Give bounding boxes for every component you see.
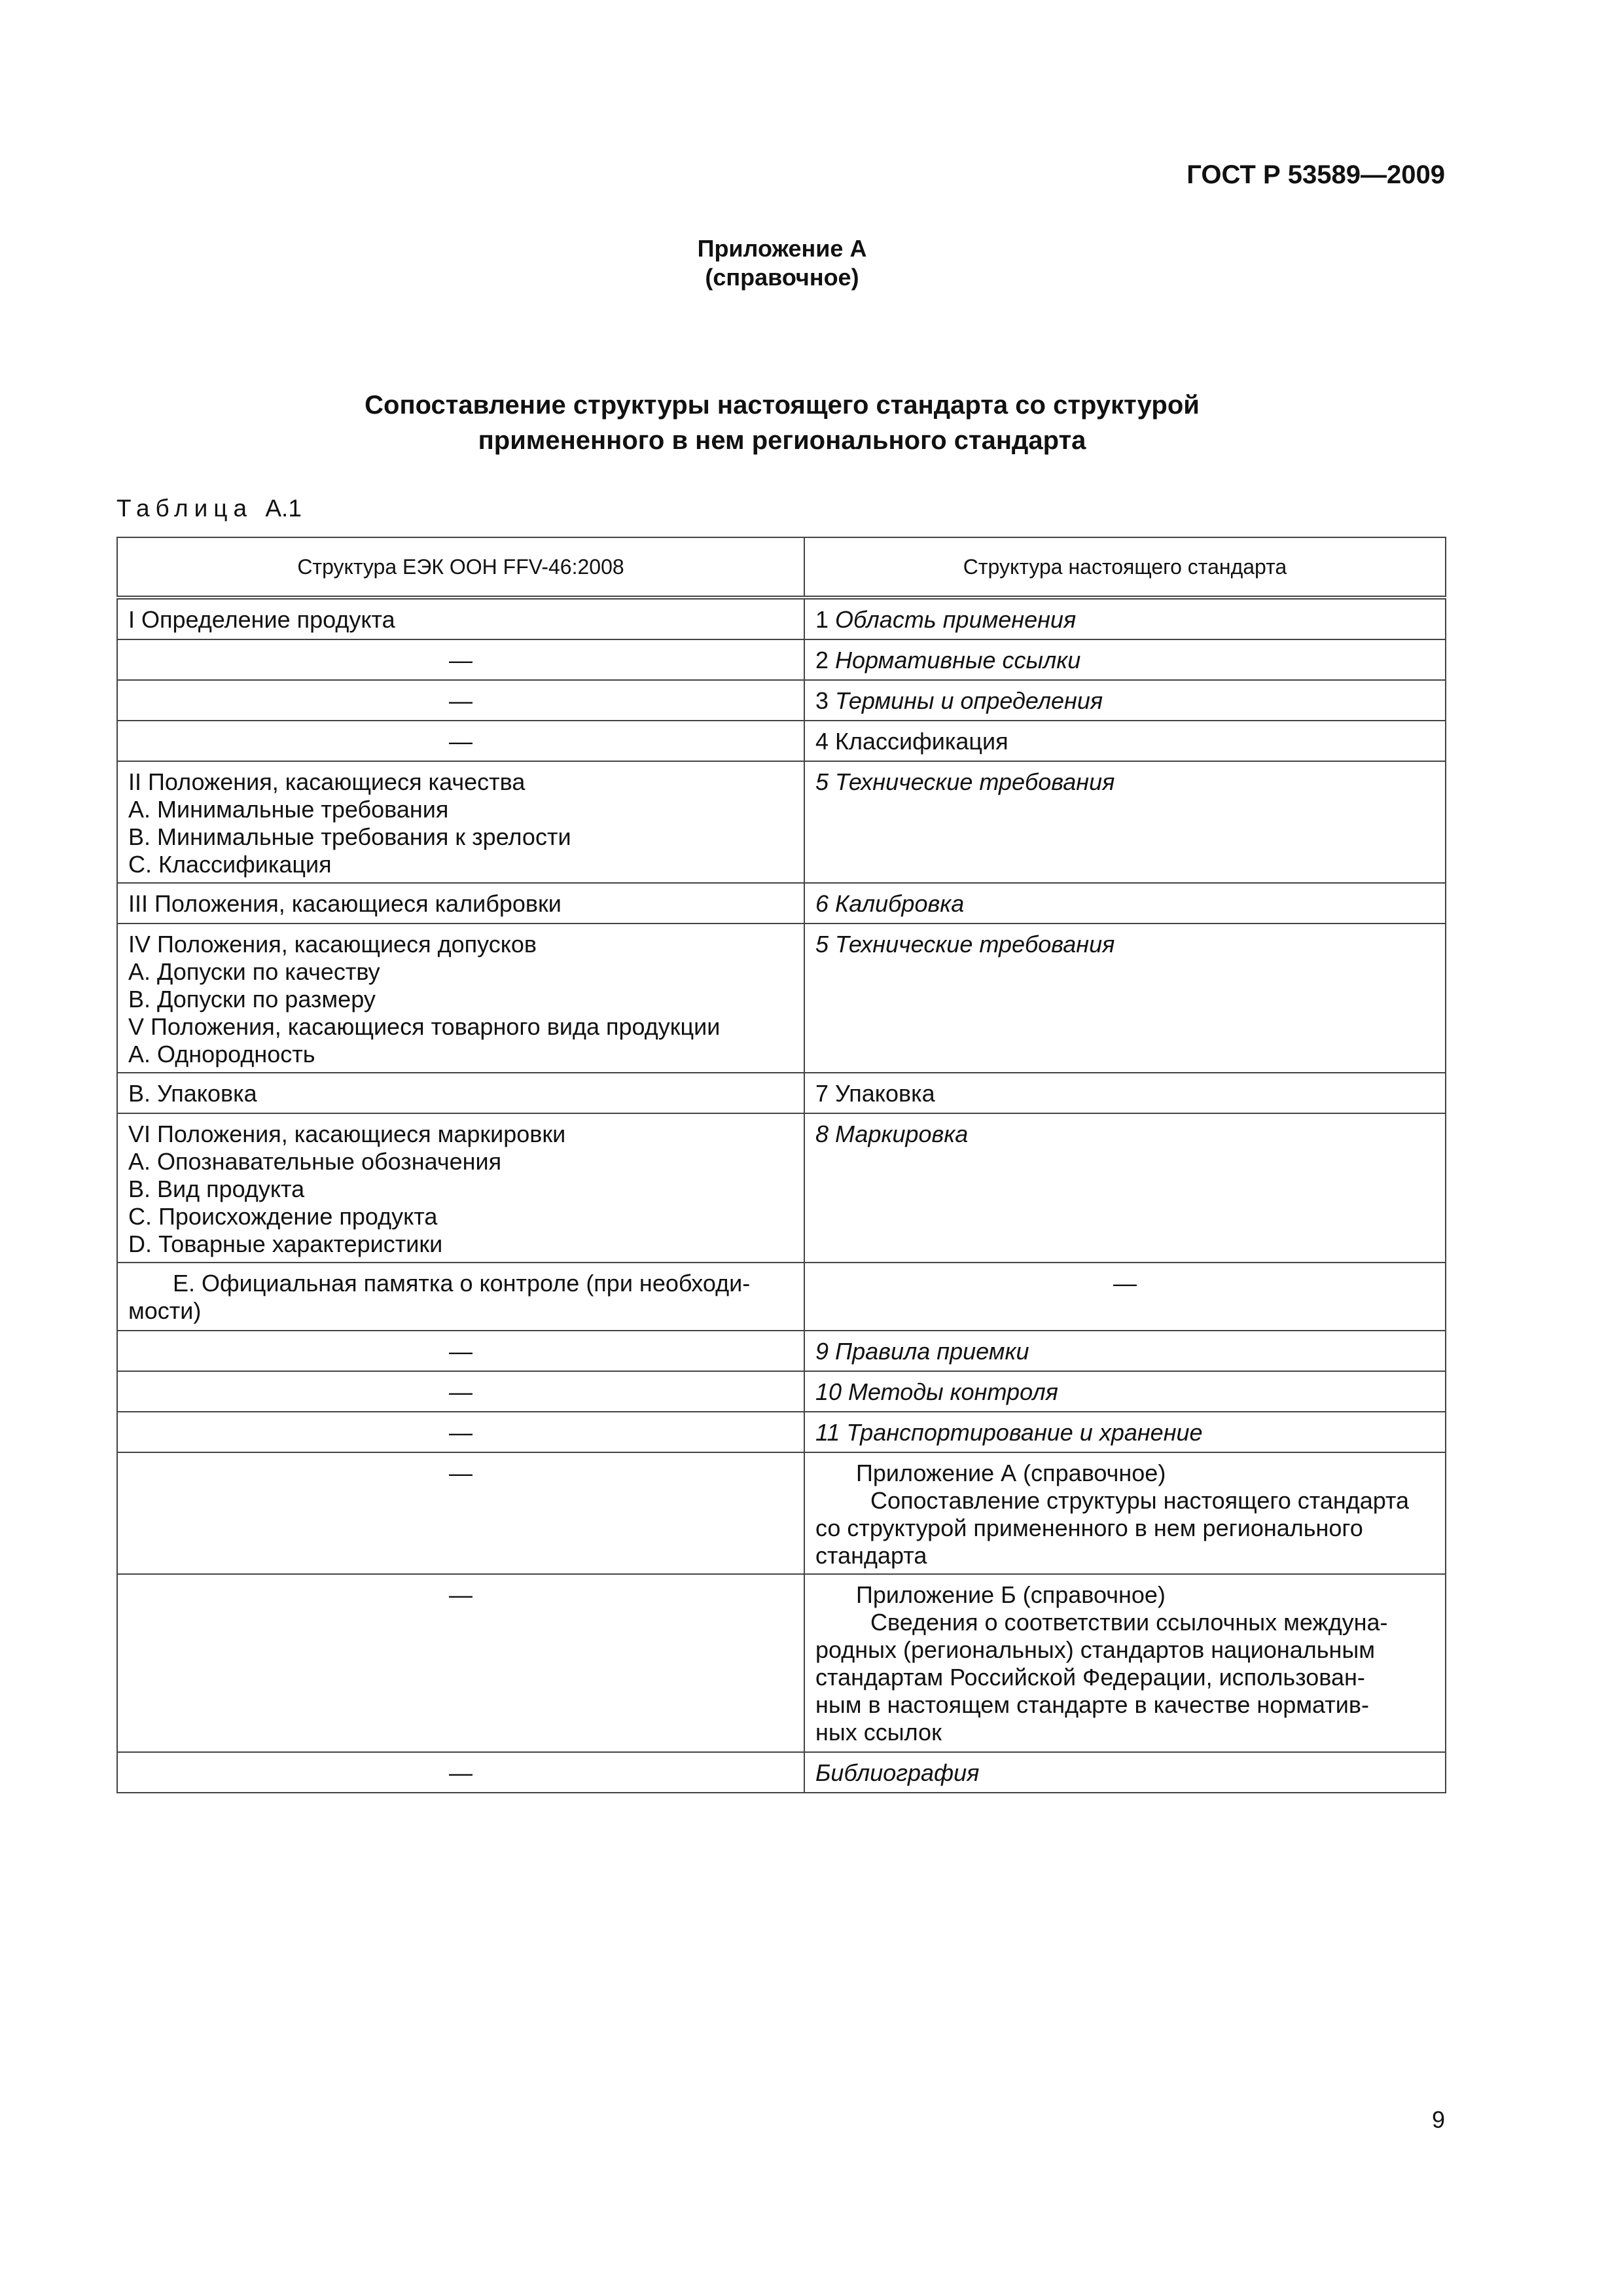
cell-standard: 5 Технические требования — [804, 924, 1446, 1073]
cell-standard: 7 Упаковка — [804, 1073, 1446, 1113]
cell-standard: 2 Нормативные ссылки — [804, 639, 1446, 680]
cell-standard: 3 Термины и определения — [804, 680, 1446, 721]
appendix-heading — [0, 234, 1564, 292]
cell-standard: 8 Маркировка — [804, 1113, 1446, 1263]
cell-unece: I Определение продукта — [117, 598, 804, 639]
section-title — [0, 387, 1564, 458]
header-standard-structure: Структура настоящего стандарта — [804, 537, 1446, 598]
table-row — [117, 1073, 1446, 1113]
table-row — [117, 1371, 1446, 1412]
cell-unece: — — [117, 680, 804, 721]
cell-unece: III Положения, касающиеся калибровки — [117, 883, 804, 924]
cell-unece: Е. Официальная памятка о контроле (при необходи- мости) — [117, 1263, 804, 1331]
cell-standard: 1 Область применения — [804, 598, 1446, 639]
table-row — [117, 1412, 1446, 1452]
structure-comparison-table — [116, 537, 1446, 1793]
cell-standard: — — [804, 1263, 1446, 1331]
table-row — [117, 883, 1446, 924]
table-row — [117, 639, 1446, 680]
table-row — [117, 1452, 1446, 1574]
cell-standard: 10 Методы контроля — [804, 1371, 1446, 1412]
cell-standard: 5 Технические требования — [804, 761, 1446, 883]
cell-unece: VI Положения, касающиеся маркировки А. Опознавательные обозначения В. Вид продукта С. Происхождение продукта D. Товарные характеристики — [117, 1113, 804, 1263]
table-caption-word: Таблица — [116, 495, 253, 522]
cell-standard: Приложение Б (справочное) Сведения о соответствии ссылочных междуна- родных (региональных) стандартов национальным стандартам Российской Федерации, использован- ным в настоящем стандарте в качестве норматив- ных ссылок — [804, 1574, 1446, 1752]
header-unece-structure: Структура ЕЭК ООН FFV-46:2008 — [117, 537, 804, 598]
table-caption-number: А.1 — [265, 495, 302, 522]
cell-standard: 4 Классификация — [804, 721, 1446, 761]
cell-unece: — — [117, 1452, 804, 1574]
section-title-line-2: примененного в нем регионального стандарта — [478, 426, 1086, 455]
cell-unece: — — [117, 1371, 804, 1412]
appendix-type: (справочное) — [705, 264, 859, 291]
table-row — [117, 761, 1446, 883]
cell-standard: Библиография — [804, 1752, 1446, 1793]
appendix-title: Приложение А — [697, 235, 867, 262]
cell-unece: IV Положения, касающиеся допусков А. Допуски по качеству В. Допуски по размеру V Положения, касающиеся товарного вида продукции А. Однородность — [117, 924, 804, 1073]
cell-unece: — — [117, 1752, 804, 1793]
cell-unece: II Положения, касающиеся качества А. Минимальные требования В. Минимальные требования к зрелости С. Классификация — [117, 761, 804, 883]
cell-unece: — — [117, 721, 804, 761]
section-title-line-1: Сопоставление структуры настоящего стандарта со структурой — [365, 391, 1200, 420]
table-row — [117, 1113, 1446, 1263]
cell-unece: В. Упаковка — [117, 1073, 804, 1113]
cell-standard: 6 Калибровка — [804, 883, 1446, 924]
table-header-row — [117, 537, 1446, 598]
table-row — [117, 1574, 1446, 1752]
table-row — [117, 1331, 1446, 1371]
table-row — [117, 924, 1446, 1073]
cell-standard: 9 Правила приемки — [804, 1331, 1446, 1371]
cell-unece: — — [117, 639, 804, 680]
cell-standard: 11 Транспортирование и хранение — [804, 1412, 1446, 1452]
table-row — [117, 1752, 1446, 1793]
table-row — [117, 680, 1446, 721]
table-row — [117, 721, 1446, 761]
cell-unece: — — [117, 1574, 804, 1752]
page-number: 9 — [1431, 2106, 1445, 2133]
table-row — [117, 1263, 1446, 1331]
cell-unece: — — [117, 1331, 804, 1371]
cell-unece: — — [117, 1412, 804, 1452]
cell-standard: Приложение А (справочное) Сопоставление структуры настоящего стандарта со структурой примененного в нем регионального стандарта — [804, 1452, 1446, 1574]
table-row — [117, 598, 1446, 639]
document-designation: ГОСТ Р 53589—2009 — [1186, 160, 1445, 189]
table-caption — [116, 495, 302, 522]
